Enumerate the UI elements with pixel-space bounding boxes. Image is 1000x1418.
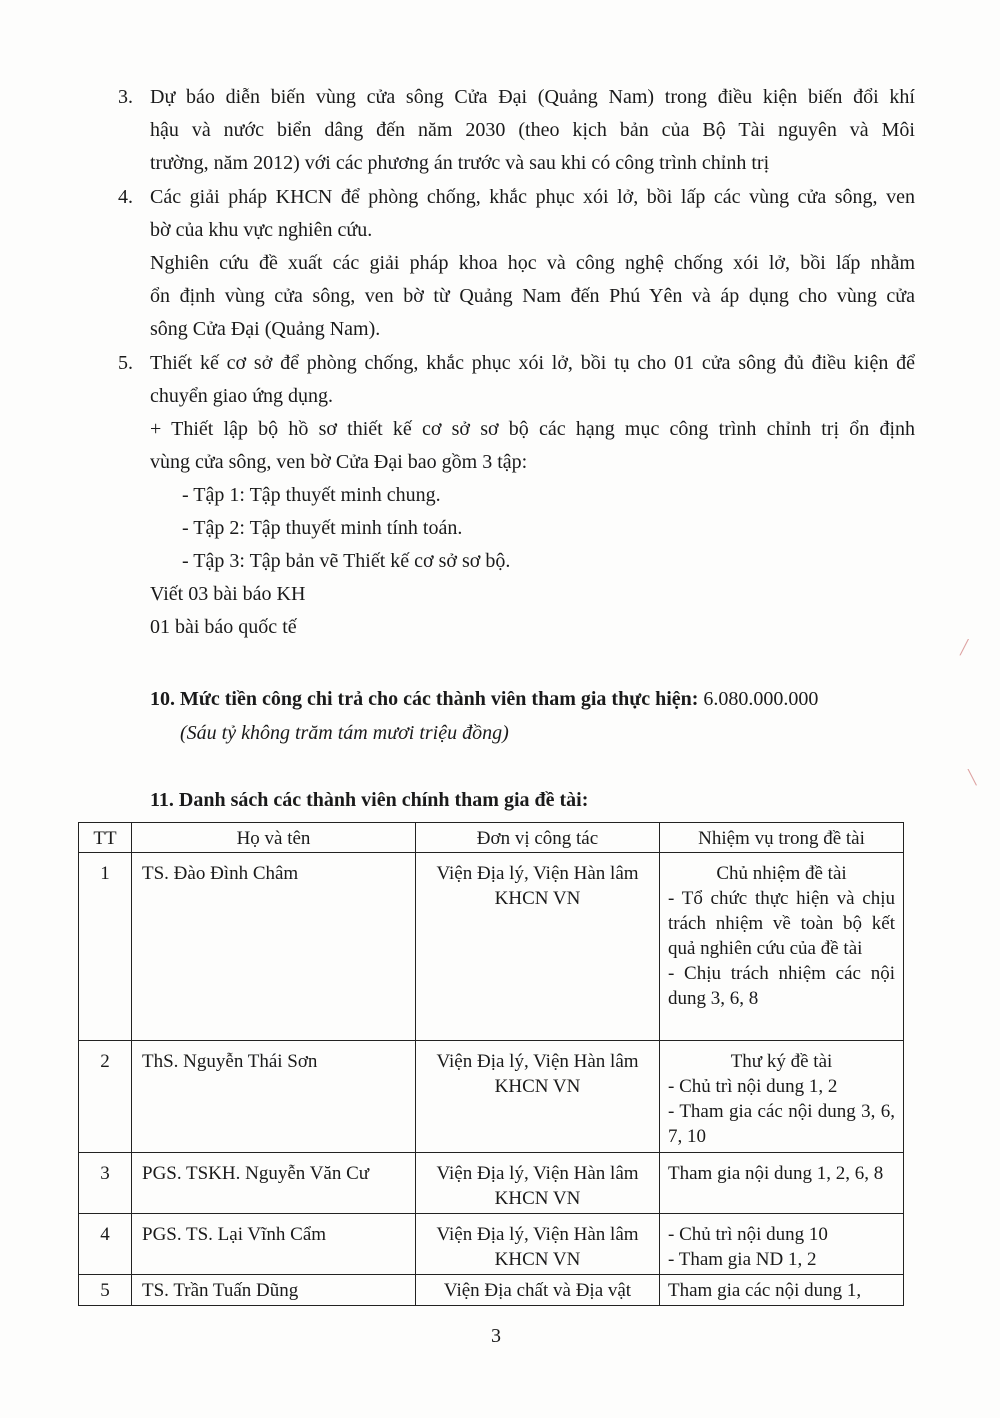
cell-tt: 1 [79, 853, 132, 1041]
margin-stamp-mark: ╲ [968, 770, 977, 786]
section-10-heading [150, 688, 818, 711]
task-role: Thư ký đề tài [730, 1051, 833, 1072]
table-row [79, 1041, 904, 1153]
cell-name: PGS. TS. Lại Vĩnh Cẩm [132, 1214, 416, 1275]
section-10-amount-words: (Sáu tỷ không trăm tám mươi triệu đồng) [180, 722, 509, 744]
item-text-line: hậu và nước biển dâng đến năm 2030 (theo kịch bản của Bộ Tài nguyên và Môi [150, 119, 915, 141]
sub-item: - Tập 1: Tập thuyết minh chung. [182, 484, 441, 506]
task-line: Tham gia các nội dung 1, [668, 1280, 862, 1301]
cell-name: TS. Đào Đình Châm [132, 853, 416, 1041]
cell-unit: Viện Địa lý, Viện Hàn lâm KHCN VN [416, 1041, 660, 1153]
table-row [79, 853, 904, 1041]
item-number: 4. [118, 186, 133, 208]
cell-tt: 3 [79, 1153, 132, 1214]
header-tt: TT [79, 823, 132, 853]
cell-unit: Viện Địa chất và Địa vật [416, 1275, 660, 1306]
cell-task [660, 1041, 904, 1153]
task-line: Tham gia nội dung 1, 2, 6, 8 [668, 1163, 884, 1184]
task-line: - Chủ trì nội dung 1, 2 [668, 1076, 838, 1097]
header-task: Nhiệm vụ trong đề tài [660, 823, 904, 853]
cell-unit: Viện Địa lý, Viện Hàn lâm KHCN VN [416, 1214, 660, 1275]
item-text-line: bờ của khu vực nghiên cứu. [150, 219, 373, 241]
members-table [78, 822, 904, 1306]
item-text-line: sông Cửa Đại (Quảng Nam). [150, 318, 381, 340]
header-unit: Đơn vị công tác [416, 823, 660, 853]
cell-name: ThS. Nguyễn Thái Sơn [132, 1041, 416, 1153]
item-text-line: vùng cửa sông, ven bờ Cửa Đại bao gồm 3 tập: [150, 451, 528, 473]
task-line: - Chịu trách nhiệm các nội dung 3, 6, 8 [668, 963, 895, 1009]
cell-tt: 5 [79, 1275, 132, 1306]
table-row [79, 1275, 904, 1306]
cell-task [660, 1214, 904, 1275]
item-text-line: Nghiên cứu đề xuất các giải pháp khoa học và công nghệ chống xói lở, bồi lấp nhằm [150, 252, 915, 274]
item-text-line: Viết 03 bài báo KH [150, 583, 306, 605]
cell-name: PGS. TSKH. Nguyễn Văn Cư [132, 1153, 416, 1214]
cell-unit: Viện Địa lý, Viện Hàn lâm KHCN VN [416, 853, 660, 1041]
cell-tt: 4 [79, 1214, 132, 1275]
item-text-line: ổn định vùng cửa sông, ven bờ từ Quảng Nam đến Phú Yên và áp dụng cho vùng cửa [150, 285, 915, 307]
section-10-amount: 6.080.000.000 [703, 688, 819, 710]
item-number: 3. [118, 86, 133, 108]
cell-unit: Viện Địa lý, Viện Hàn lâm KHCN VN [416, 1153, 660, 1214]
section-10-title: 10. Mức tiền công chi trả cho các thành viên tham gia thực hiện: [150, 688, 699, 710]
task-line: - Tham gia ND 1, 2 [668, 1249, 817, 1270]
item-text-line: + Thiết lập bộ hồ sơ thiết kế cơ sở sơ bộ các hạng mục công trình chỉnh trị ổn định [150, 418, 915, 440]
sub-item: - Tập 2: Tập thuyết minh tính toán. [182, 517, 463, 539]
item-text-line: Dự báo diễn biến vùng cửa sông Cửa Đại (Quảng Nam) trong điều kiện biến đổi khí [150, 86, 915, 108]
task-role: Chủ nhiệm đề tài [716, 863, 847, 884]
task-line: - Chủ trì nội dung 10 [668, 1224, 828, 1245]
header-name: Họ và tên [132, 823, 416, 853]
cell-task [660, 1153, 904, 1214]
item-text-line: Thiết kế cơ sở để phòng chống, khắc phục xói lở, bồi tụ cho 01 cửa sông đủ điều kiện để [150, 352, 915, 374]
item-number: 5. [118, 352, 133, 374]
task-line: - Tham gia các nội dung 3, 6, 7, 10 [668, 1101, 895, 1147]
item-text-line: 01 bài báo quốc tế [150, 616, 297, 638]
margin-stamp-mark: ╱ [960, 640, 969, 656]
table-header-row [79, 823, 904, 853]
table-row [79, 1214, 904, 1275]
cell-task [660, 1275, 904, 1306]
cell-task [660, 853, 904, 1041]
item-text-line: chuyển giao ứng dụng. [150, 385, 334, 407]
sub-item: - Tập 3: Tập bản vẽ Thiết kế cơ sở sơ bộ. [182, 550, 511, 572]
cell-tt: 2 [79, 1041, 132, 1153]
item-text-line: Các giải pháp KHCN để phòng chống, khắc phục xói lở, bồi lấp các vùng cửa sông, ven [150, 186, 915, 208]
table-row [79, 1153, 904, 1214]
item-text-line: trường, năm 2012) với các phương án trước và sau khi có công trình chỉnh trị [150, 152, 770, 174]
section-11-title: 11. Danh sách các thành viên chính tham gia đề tài: [150, 789, 589, 811]
page-number: 3 [491, 1325, 501, 1347]
task-line: - Tổ chức thực hiện và chịu trách nhiệm về toàn bộ kết quả nghiên cứu của đề tài [668, 888, 895, 959]
cell-name: TS. Trần Tuấn Dũng [132, 1275, 416, 1306]
